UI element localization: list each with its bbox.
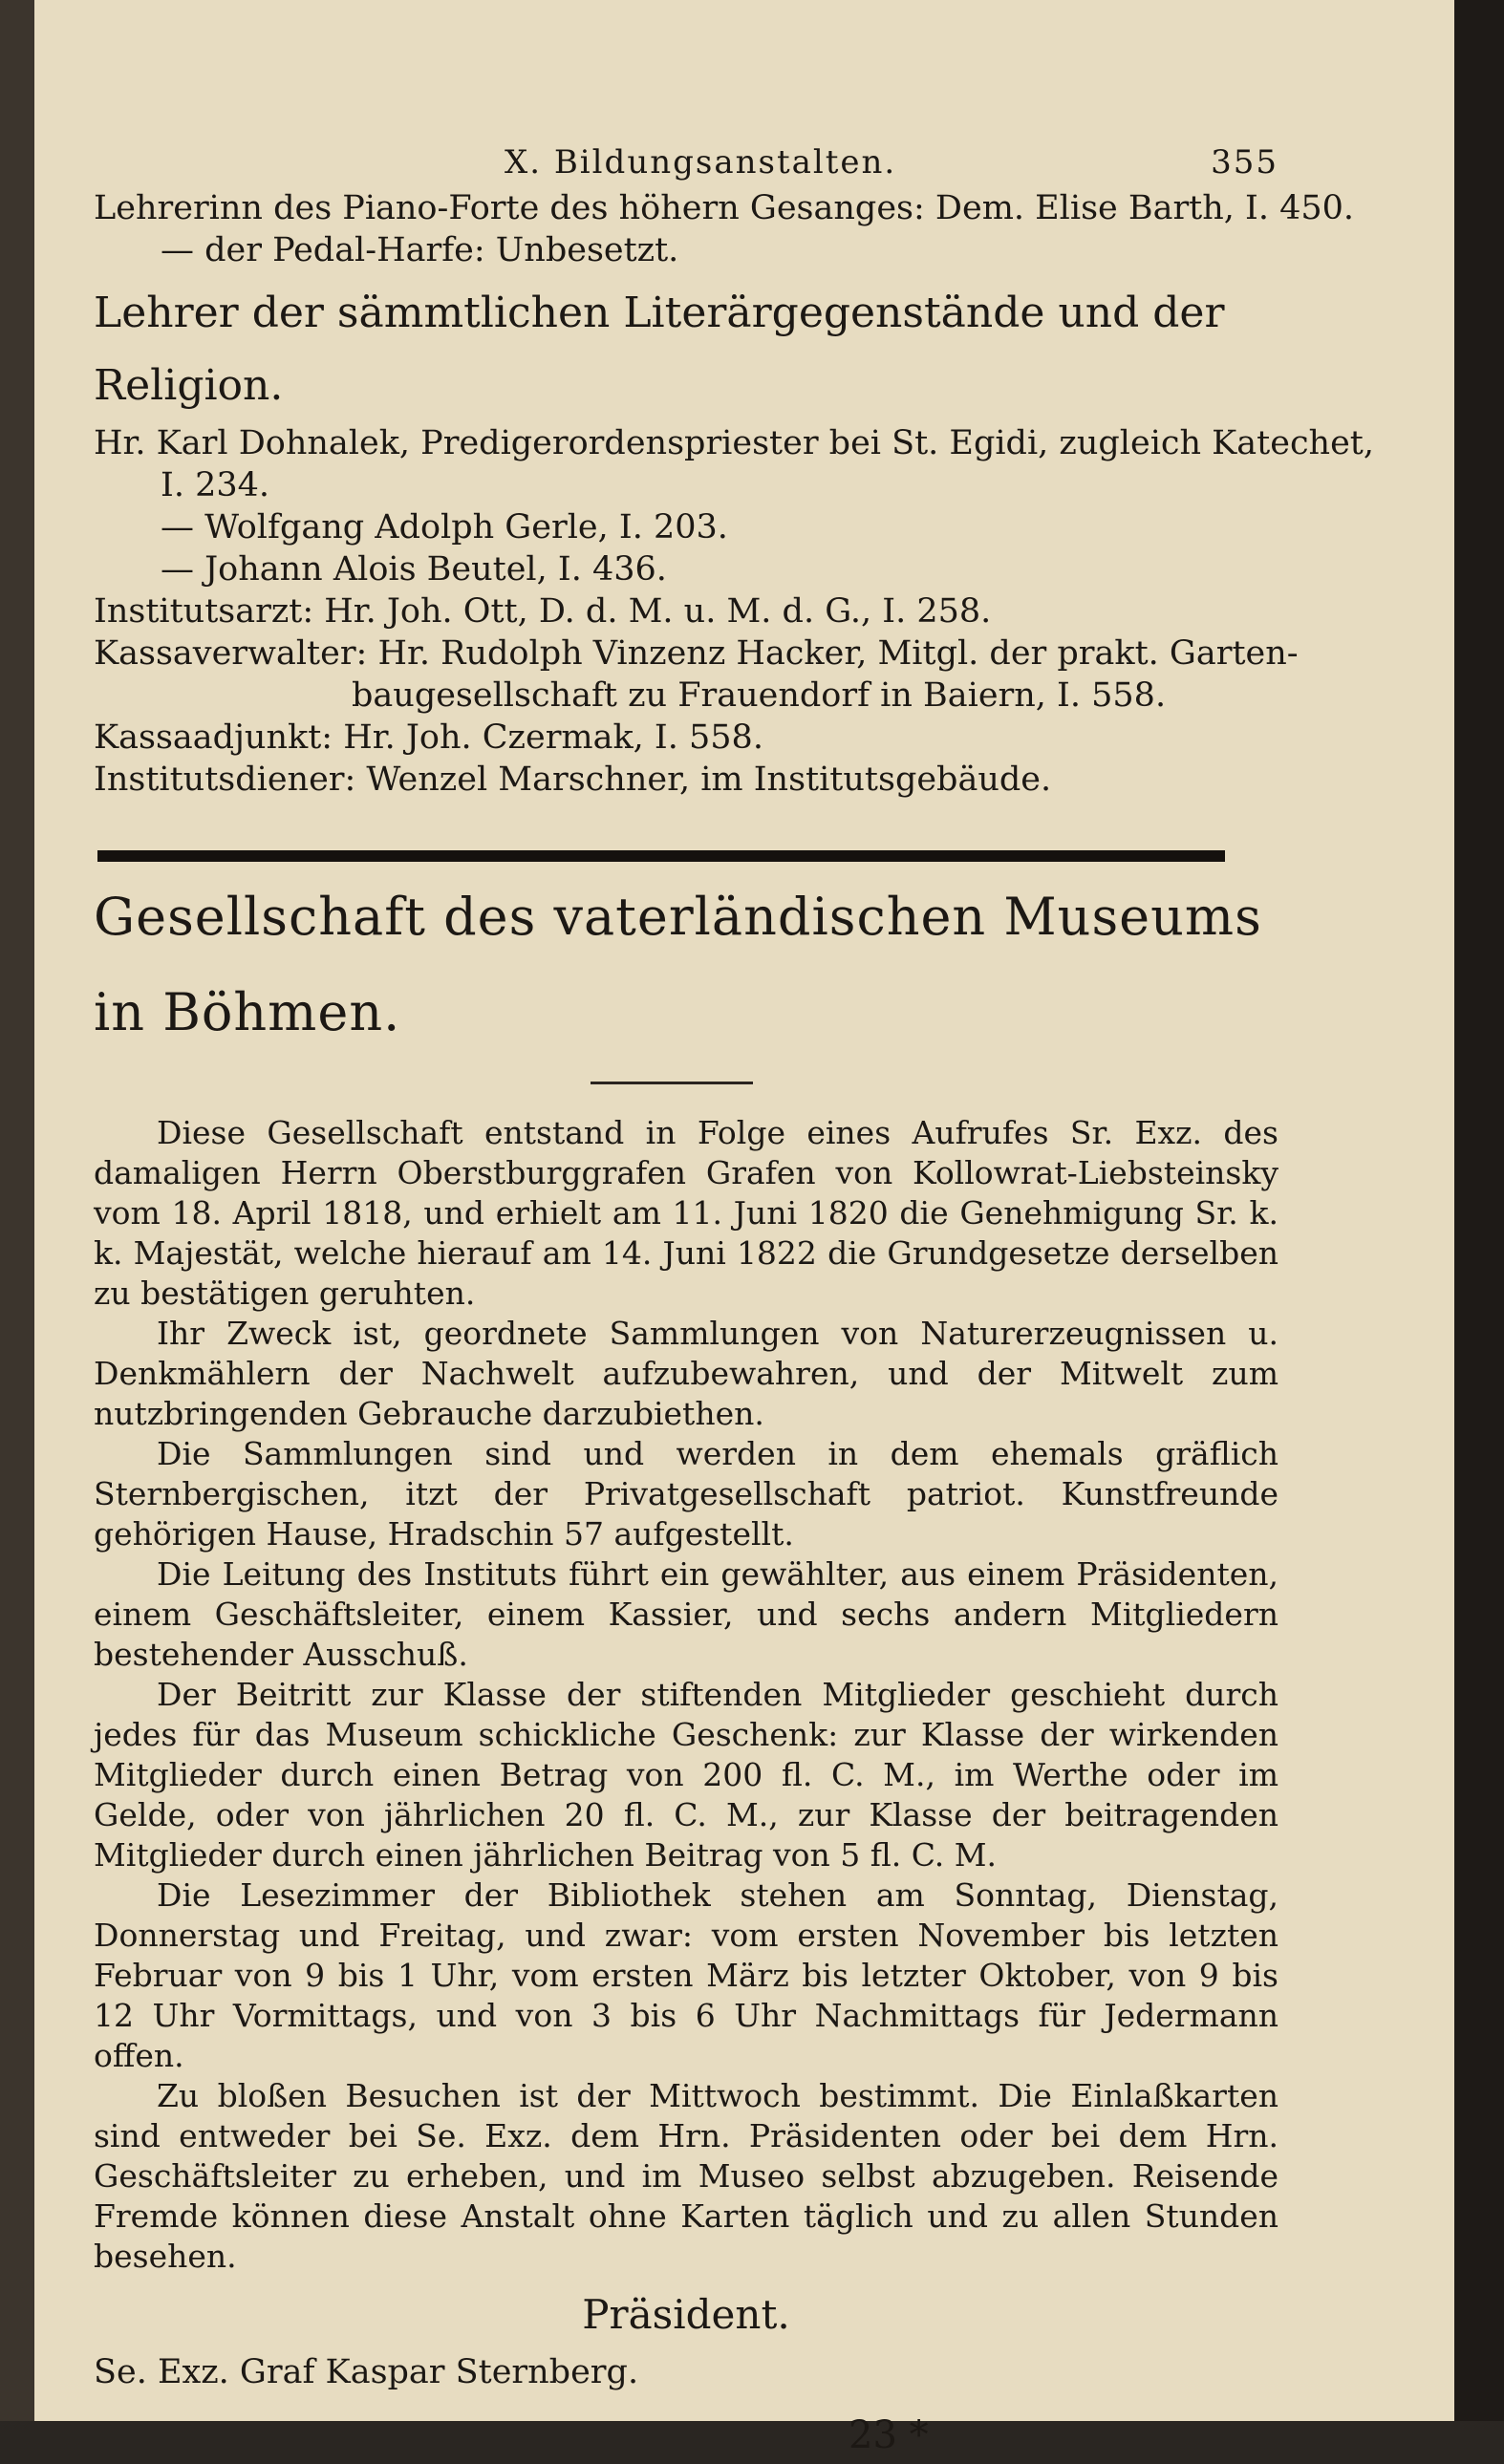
header-title: X. Bildungsanstalten. — [505, 143, 897, 182]
paragraph: Die Sammlungen sind und werden in dem ehemals gräflich Sternbergischen, itzt der Privatgesellschaft patriot. Kunstfreunde gehörigen Hause, Hradschin 57 aufgestellt. — [94, 1435, 1278, 1553]
staff-line: I. 234. — [161, 466, 270, 504]
paragraph: Zu bloßen Besuchen ist der Mittwoch bestimmt. Die Einlaßkarten sind entweder bei Se. Exz. dem Hrn. Präsidenten oder bei dem Hrn. Geschäftsleiter zu erheben, und im Museo selbst abzugeben. Reisende Fremde können diese Anstalt ohne Karten täglich und zu allen Stunden besehen. — [94, 2077, 1278, 2275]
staff-line: Kassaadjunkt: Hr. Joh. Czermak, I. 558. — [94, 718, 763, 757]
staff-line: — der Pedal-Harfe: Unbesetzt. — [161, 231, 679, 269]
main-title: Gesellschaft des vaterländischen Museums in Böhmen. — [94, 887, 1262, 1042]
paragraph: Die Lesezimmer der Bibliothek stehen am Sonntag, Dienstag, Donnerstag und Freitag, und zwar: vom ersten November bis letzten Februar von 9 bis 1 Uhr, vom ersten März bis letzter Oktober, von 9 bis 12 Uhr Vormittags, und von 3 bis 6 Uhr Nachmittags für Jedermann offen. — [94, 1876, 1278, 2074]
body-text — [94, 1113, 1278, 2277]
staff-line: Institutsdiener: Wenzel Marschner, im Institutsgebäude. — [94, 761, 1052, 799]
page-number: 355 — [1211, 143, 1278, 182]
book-binding-left — [0, 0, 34, 2421]
running-header — [94, 143, 1278, 187]
book-binding-right — [1454, 0, 1504, 2421]
paragraph: Ihr Zweck ist, geordnete Sammlungen von Naturerzeugnissen u. Denkmählern der Nachwelt aufzubewahren, und der Mitwelt zum nutzbringenden Gebrauche darzubiethen. — [94, 1315, 1278, 1432]
staff-line: — Wolfgang Adolph Gerle, I. 203. — [161, 508, 728, 546]
title-rule — [591, 1082, 753, 1084]
staff-line: baugesellschaft zu Frauendorf in Baiern, I. 558. — [352, 676, 1167, 715]
signature-mark: 23 * — [849, 2413, 929, 2457]
staff-line: Lehrerinn des Piano-Forte des höhern Gesanges: Dem. Elise Barth, I. 450. — [94, 189, 1355, 227]
staff-line: Hr. Karl Dohnalek, Predigerordenspriester bei St. Egidi, zugleich Katechet, — [94, 424, 1374, 462]
staff-line: Kassaverwalter: Hr. Rudolph Vinzenz Hacker, Mitgl. der prakt. Garten- — [94, 634, 1299, 673]
section-heading: Lehrer der sämmtlichen Literärgegenstände und der Religion. — [94, 289, 1225, 410]
president-heading: Präsident. — [582, 2291, 790, 2338]
staff-line: — Johann Alois Beutel, I. 436. — [161, 550, 667, 589]
president-name: Se. Exz. Graf Kaspar Sternberg. — [94, 2353, 639, 2391]
staff-line: Institutsarzt: Hr. Joh. Ott, D. d. M. u. M. d. G., I. 258. — [94, 592, 992, 631]
section-divider — [97, 850, 1225, 862]
paragraph: Diese Gesellschaft entstand in Folge eines Aufrufes Sr. Exz. des damaligen Herrn Oberstburggrafen Grafen von Kollowrat-Liebsteinsky vom 18. April 1818, und erhielt am 11. Juni 1820 die Genehmigung Sr. k. k. Majestät, welche hierauf am 14. Juni 1822 die Grundgesetze derselben zu bestätigen geruhten. — [94, 1114, 1278, 1312]
page-content — [94, 143, 1374, 2464]
paragraph: Die Leitung des Instituts führt ein gewählter, aus einem Präsidenten, einem Geschäftsleiter, einem Kassier, und sechs andern Mitgliedern bestehender Ausschuß. — [94, 1555, 1278, 1673]
book-page — [34, 0, 1454, 2457]
paragraph: Der Beitritt zur Klasse der stiftenden Mitglieder geschieht durch jedes für das Museum schickliche Geschenk: zur Klasse der wirkenden Mitglieder durch einen Betrag von 200 fl. C. M., im Werthe oder im Gelde, oder von jährlichen 20 fl. C. M., zur Klasse der beitragenden Mitglieder durch einen jährlichen Beitrag von 5 fl. C. M. — [94, 1676, 1278, 1874]
staff-list — [94, 422, 1374, 801]
